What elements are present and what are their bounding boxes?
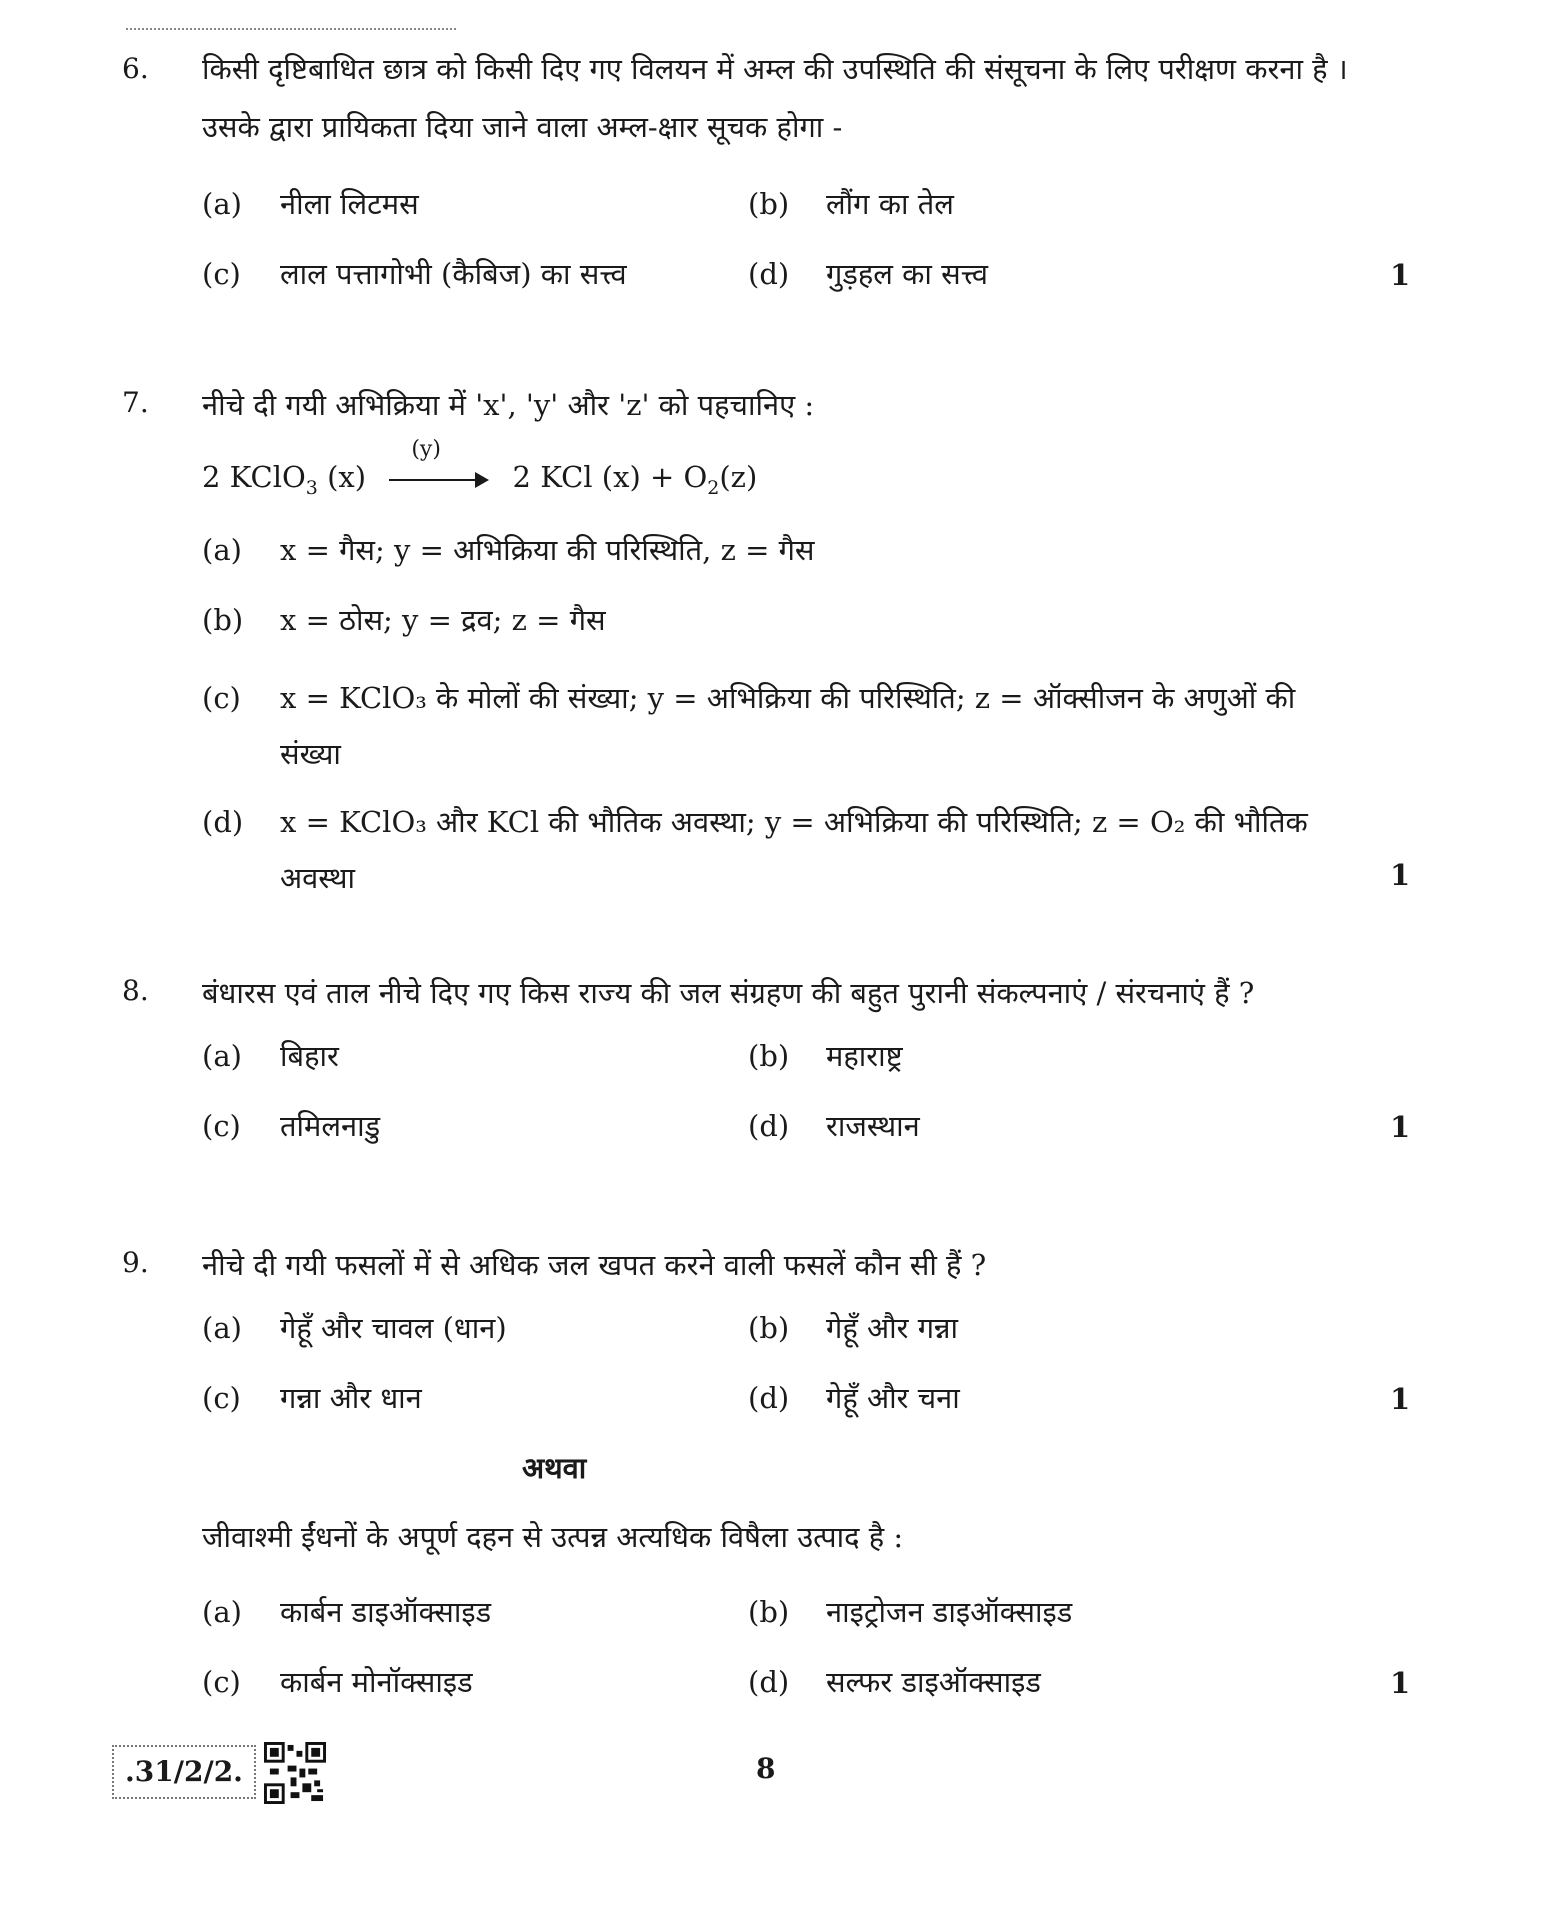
alt-option-b: (b) नाइट्रोजन डाइऑक्साइड xyxy=(748,1595,1073,1629)
option-a: (a) नीला लिटमस xyxy=(202,187,419,221)
option-d: (d) राजस्थान xyxy=(748,1109,920,1143)
question-text: किसी दृष्टिबाधित छात्र को किसी दिए गए विलयन में अम्ल की उपस्थिति की संसूचना के लिए परीक्षण करना है । उसके द्वारा प्रायिकता दिया जाने वाला अम्ल-क्षार सूचक होगा - xyxy=(202,52,1348,144)
marks: 1 xyxy=(1390,858,1411,892)
marks: 1 xyxy=(1390,1666,1411,1700)
option-a: (a) x = गैस; y = अभिक्रिया की परिस्थिति, z = गैस xyxy=(202,533,815,567)
option-b: (b) गेहूँ और गन्ना xyxy=(748,1311,959,1345)
option-c: (c) गन्ना और धान xyxy=(202,1381,422,1415)
option-a: (a) गेहूँ और चावल (धान) xyxy=(202,1311,507,1345)
option-c: (c) तमिलनाडु xyxy=(202,1109,381,1143)
marks: 1 xyxy=(1390,1110,1411,1144)
or-label: अथवा xyxy=(522,1451,587,1485)
option-c: (c) लाल पत्तागोभी (कैबिज) का सत्त्व xyxy=(202,257,627,291)
option-b: (b) महाराष्ट्र xyxy=(748,1039,903,1073)
qr-code-icon xyxy=(264,1742,326,1804)
option-d: (d) गुड़हल का सत्त्व xyxy=(748,257,989,291)
reaction-equation: 2 KClO$_3$ (x) (y) 2 KCl $(x) + O_2(z)$ xyxy=(202,437,758,499)
option-a: (a) बिहार xyxy=(202,1039,339,1073)
marks: 1 xyxy=(1390,258,1411,292)
marks: 1 xyxy=(1390,1382,1411,1416)
paper-code: .31/2/2. xyxy=(112,1745,256,1799)
question-number: 9. xyxy=(122,1246,149,1279)
question-text: नीचे दी गयी फसलों में से अधिक जल खपत करने वाली फसलें कौन सी हैं ? xyxy=(202,1248,987,1282)
reaction-arrow: (y) xyxy=(389,469,489,489)
option-b: (b) लौंग का तेल xyxy=(748,187,954,221)
option-b: (b) x = ठोस; y = द्रव; z = गैस xyxy=(202,603,606,637)
question-number: 7. xyxy=(122,386,149,419)
alt-option-d: (d) सल्फर डाइऑक्साइड xyxy=(748,1665,1041,1699)
alt-option-c: (c) कार्बन मोनॉक्साइड xyxy=(202,1665,473,1699)
question-number: 6. xyxy=(122,52,149,85)
question-text: बंधारस एवं ताल नीचे दिए गए किस राज्य की जल संग्रहण की बहुत पुरानी संकल्पनाएं / संरचनाएं हैं ? xyxy=(202,976,1255,1010)
question-text: नीचे दी गयी अभिक्रिया में 'x', 'y' और 'z' को पहचानिए : xyxy=(202,388,815,422)
header-dotted-line xyxy=(126,28,456,30)
question-number: 8. xyxy=(122,974,149,1007)
option-c: (c) x = KClO₃ के मोलों की संख्या; y = अभिक्रिया की परिस्थिति; z = ऑक्सीजन के अणुओं की संख्या xyxy=(202,681,1296,771)
option-d: (d) x = KClO₃ और KCl की भौतिक अवस्था; y = अभिक्रिया की परिस्थिति; z = O₂ की भौतिक अवस्था xyxy=(202,805,1308,895)
alt-option-a: (a) कार्बन डाइऑक्साइड xyxy=(202,1595,492,1629)
alternate-question-text: जीवाश्मी ईंधनों के अपूर्ण दहन से उत्पन्न अत्यधिक विषैला उत्पाद है : xyxy=(202,1520,904,1554)
option-d: (d) गेहूँ और चना xyxy=(748,1381,960,1415)
page-number: 8 xyxy=(756,1752,776,1785)
